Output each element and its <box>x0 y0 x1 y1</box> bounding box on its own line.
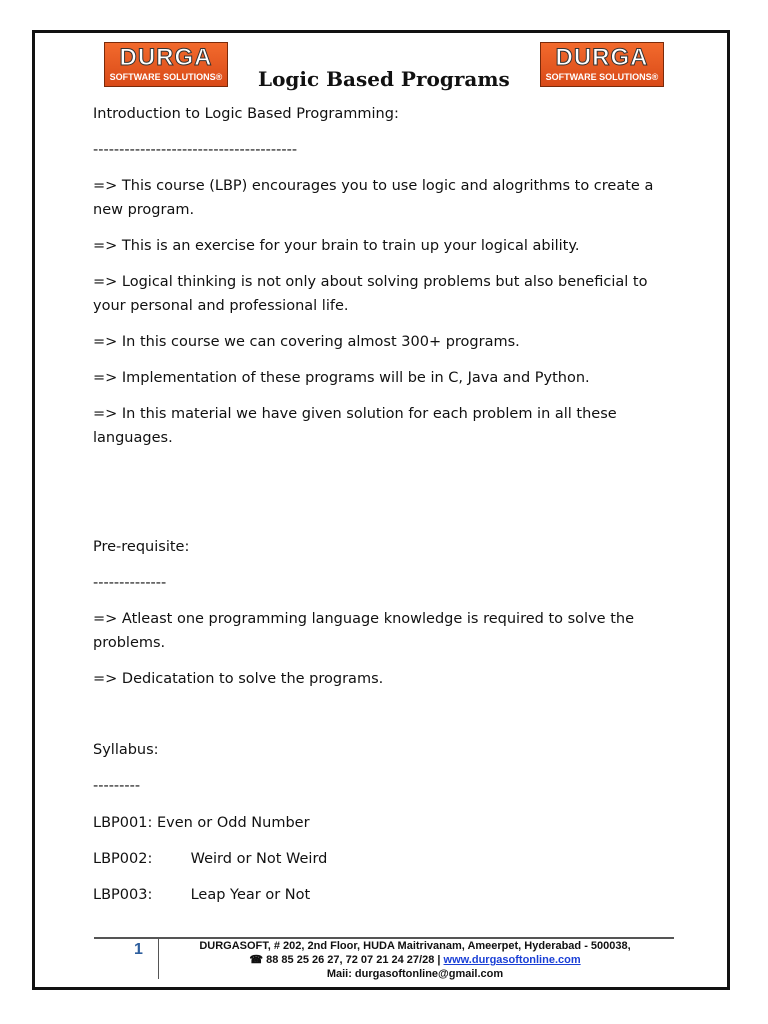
syllabus-item <box>93 811 310 835</box>
footer-phone-line <box>160 953 670 967</box>
durga-logo-left <box>104 42 228 87</box>
intro-paragraph: => This is an exercise for your brain to train up your logical ability. <box>93 238 580 254</box>
intro-paragraph: => This course (LBP) encourages you to use logic and alogrithms to create a new program. <box>93 178 654 218</box>
logo-sub-text: SOFTWARE SOLUTIONS® <box>545 72 659 82</box>
syllabus-item-code: LBP002: <box>93 851 153 867</box>
syllabus-item-title: Even or Odd Number <box>156 815 310 831</box>
footer-address: DURGASOFT, # 202, 2nd Floor, HUDA Maitrivanam, Ameerpet, Hyderabad - 500038, <box>199 940 631 952</box>
intro-heading: Introduction to Logic Based Programming: <box>93 106 399 122</box>
page-number: 1 <box>134 941 143 958</box>
footer-website-link[interactable]: www.durgasoftonline.com <box>443 954 581 966</box>
page-title: Logic Based Programs <box>258 67 510 91</box>
logo-sub-text: SOFTWARE SOLUTIONS® <box>109 72 223 82</box>
footer-phones: 88 85 25 26 27, 72 07 21 24 27/28 | <box>266 954 441 966</box>
intro-paragraph: => Logical thinking is not only about solving problems but also beneficial to your personal and professional life. <box>93 274 648 314</box>
phone-icon: ☎ <box>249 954 264 966</box>
syllabus-item <box>93 883 310 907</box>
syllabus-item-title: Leap Year or Not <box>190 887 311 903</box>
prereq-paragraph: => Atleast one programming language knowledge is required to solve the problems. <box>93 611 634 651</box>
syllabus-item-code: LBP003: <box>93 887 153 903</box>
syllabus-item-code: LBP001: <box>93 815 153 831</box>
syllabus-separator: --------- <box>93 778 141 794</box>
prereq-heading: Pre-requisite: <box>93 539 190 555</box>
syllabus-heading: Syllabus: <box>93 742 159 758</box>
intro-paragraph: => In this material we have given solution for each problem in all these languages. <box>93 406 617 446</box>
syllabus-item-title: Weird or Not Weird <box>190 851 328 867</box>
logo-main-text: DURGA <box>555 44 649 71</box>
intro-paragraph: => Implementation of these programs will be in C, Java and Python. <box>93 370 590 386</box>
page-number-divider <box>158 939 159 979</box>
prereq-separator: -------------- <box>93 575 167 591</box>
intro-paragraph: => In this course we can covering almost 300+ programs. <box>93 334 520 350</box>
prereq-paragraph: => Dedicatation to solve the programs. <box>93 671 384 687</box>
syllabus-item <box>93 847 327 871</box>
footer-address-block <box>160 939 670 981</box>
footer-mail: Maii: durgasoftonline@gmail.com <box>326 968 504 980</box>
durga-logo-right <box>540 42 664 87</box>
intro-separator: --------------------------------------- <box>93 142 298 158</box>
logo-main-text: DURGA <box>119 44 213 71</box>
